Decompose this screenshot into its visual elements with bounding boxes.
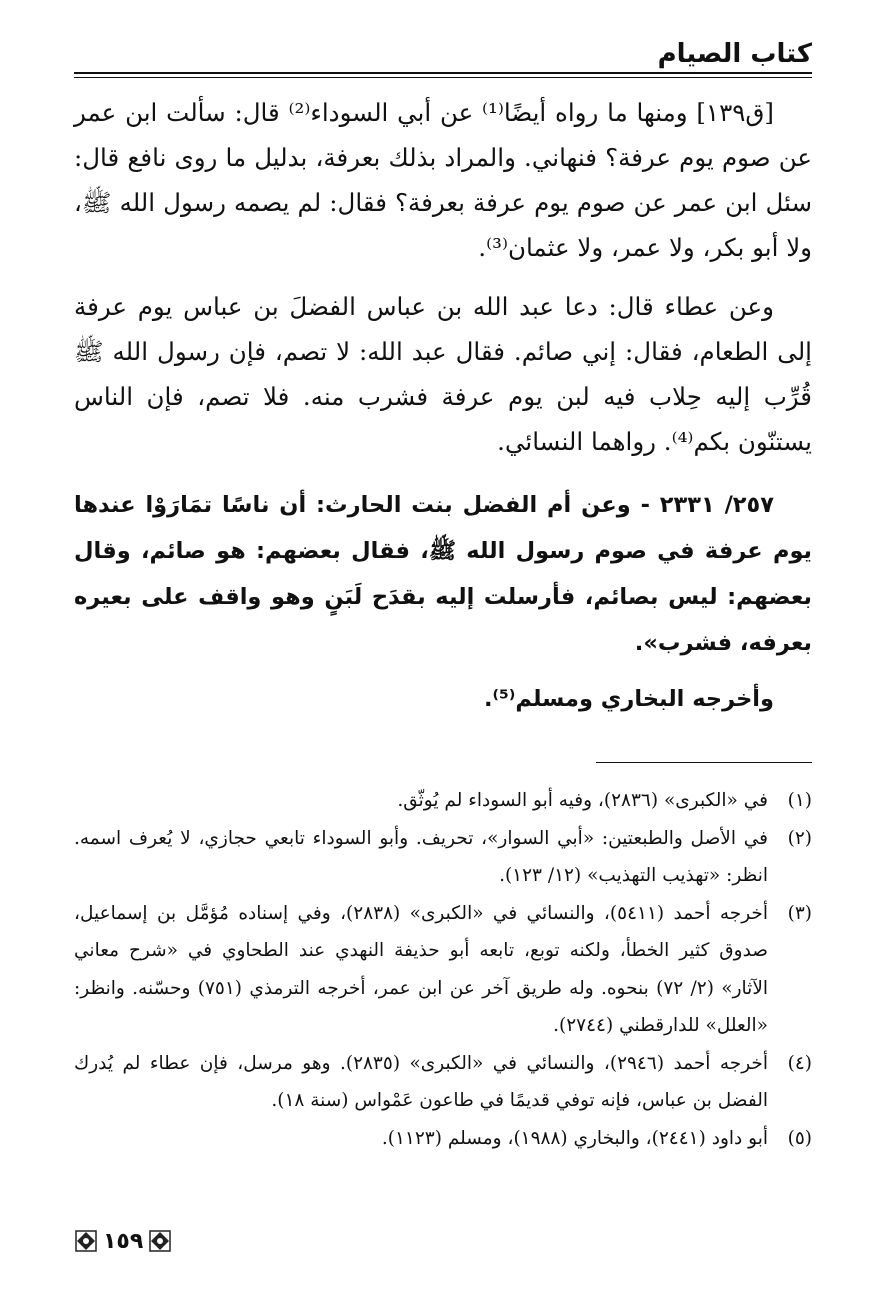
footnote-number: (٢) <box>787 827 812 849</box>
takhrij-line: وأخرجه البخاري ومسلم⁽⁵⁾. <box>483 686 774 712</box>
footnote-number: (١) <box>787 790 812 811</box>
footnote-1 <box>74 782 812 820</box>
paragraph-2: وعن عطاء قال: دعا عبد الله بن عباس الفضلَ بن عباس يوم عرفة إلى الطعام، فقال: إني صائم. فقال عبد الله: لا تصم، فإن رسول الله ﷺ قُرِّب إليه حِلاب فيه لبن يوم عرفة فشرب منه. فلا تصم، فإن الناس يستنّون بكم⁽⁴⁾. رواهما النسائي. <box>74 292 812 456</box>
page-number: ١٥٩ <box>103 1228 144 1254</box>
footnote-text: في «الكبرى» (٢٨٣٦)، وفيه أبو السوداء لم يُوثّق. <box>397 790 768 811</box>
running-header <box>74 38 812 78</box>
footnotes <box>74 782 812 1157</box>
hadith-paragraph: ٢٥٧/ ٢٣٣١ - وعن أم الفضل بنت الحارث: أن ناسًا تمَارَوْا عندها يوم عرفة في صوم رسول الله ﷺ، فقال بعضهم: هو صائم، وقال بعضهم: ليس بصائم، فأرسلت إليه بقدَح لَبَنٍ وهو واقف على بعيره بعرفه، فشرب». <box>74 492 812 656</box>
footnote-number: (٤) <box>787 1052 812 1074</box>
main-text <box>74 90 812 722</box>
footnote-2 <box>74 820 812 895</box>
footnote-text: أبو داود (٢٤٤١)، والبخاري (١٩٨٨)، ومسلم (١١٢٣). <box>381 1127 768 1149</box>
header-rule-thin <box>74 77 812 78</box>
page-folio <box>75 1226 171 1256</box>
paragraph-1: [ق١٣٩] ومنها ما رواه أيضًا⁽¹⁾ عن أبي السوداء⁽²⁾ قال: سألت ابن عمر عن صوم يوم عرفة؟ فنهاني. والمراد بذلك بعرفة، بدليل ما روى نافع قال: سئل ابن عمر عن صوم يوم عرفة بعرفة؟ فقال: لم يصمه رسول الله ﷺ، ولا أبو بكر، ولا عمر، ولا عثمان⁽³⁾. <box>74 98 812 262</box>
footnote-text: أخرجه أحمد (٢٩٤٦)، والنسائي في «الكبرى» (٢٨٣٥). وهو مرسل، فإن عطاء لم يُدرك الفضل بن عباس، فإنه توفي قديمًا في طاعون عَمْواس (سنة ١٨). <box>74 1052 768 1111</box>
header-rule-thick <box>74 72 812 74</box>
footnote-5 <box>74 1120 812 1158</box>
chapter-title: كتاب الصيام <box>657 39 812 69</box>
footnote-separator <box>596 762 812 763</box>
footnote-number: (٣) <box>787 902 812 924</box>
footnote-text: في الأصل والطبعتين: «أبي السوار»، تحريف. وأبو السوداء تابعي حجازي، لا يُعرف اسمه. انظر: «تهذيب التهذيب» (١٢/ ١٢٣). <box>74 827 768 886</box>
footnote-number: (٥) <box>787 1127 812 1149</box>
footnote-4 <box>74 1045 812 1120</box>
ornament-right-icon <box>149 1230 171 1252</box>
ornament-left-icon <box>75 1230 97 1252</box>
footnote-3 <box>74 895 812 1045</box>
footnote-text: أخرجه أحمد (٥٤١١)، والنسائي في «الكبرى» (٢٨٣٨)، وفي إسناده مُؤمَّل بن إسماعيل، صدوق كثير الخطأ، ولكنه توبع، تابعه أبو حذيفة النهدي عند الطحاوي في «شرح معاني الآثار» (٢/ ٧٢) بنحوه. وله طريق آخر عن ابن عمر، أخرجه الترمذي (٧٥١) وحسّنه. وانظر: «العلل» للدارقطني (٢٧٤٤). <box>74 902 769 1036</box>
